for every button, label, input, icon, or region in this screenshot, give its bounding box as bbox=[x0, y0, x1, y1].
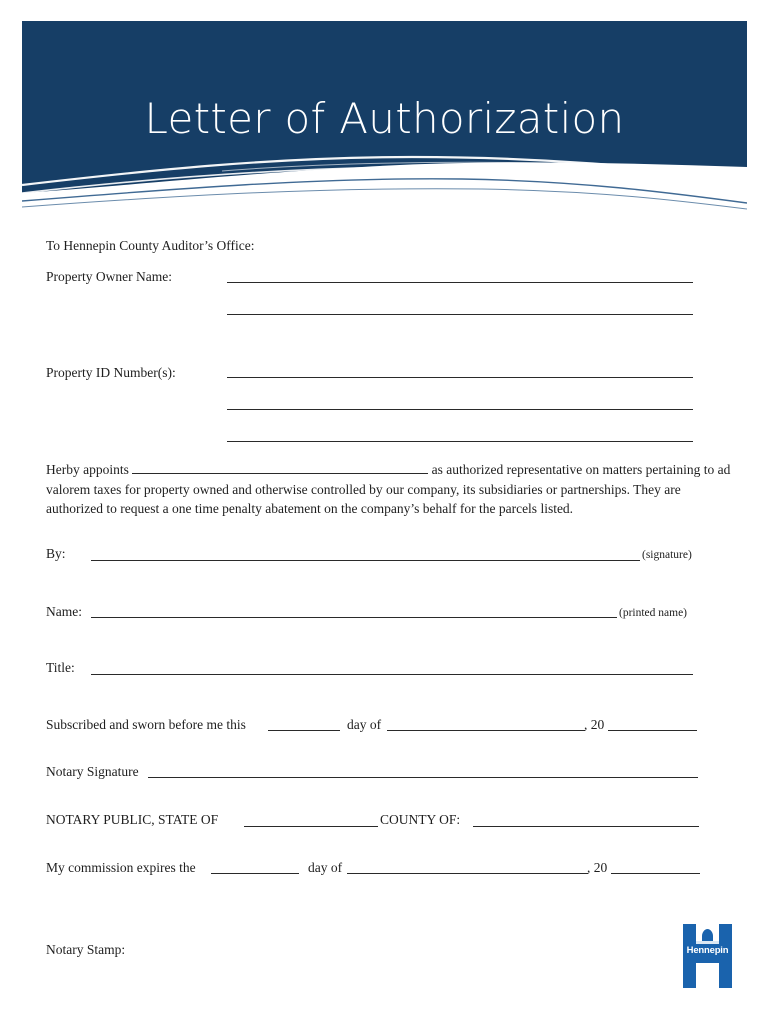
sworn-year-field[interactable] bbox=[608, 730, 697, 731]
sworn-day-of: day of bbox=[347, 717, 382, 732]
name-label: Name: bbox=[46, 604, 82, 619]
representative-field[interactable] bbox=[132, 461, 428, 474]
notary-state-field[interactable] bbox=[244, 826, 378, 827]
notary-county-label: COUNTY OF: bbox=[380, 812, 461, 827]
sworn-year-prefix: , 20 bbox=[584, 717, 605, 732]
title-label: Title: bbox=[46, 660, 75, 675]
sworn-day-field[interactable] bbox=[268, 730, 340, 731]
property-id-label: Property ID Number(s): bbox=[46, 365, 176, 380]
property-owner-field-2[interactable] bbox=[227, 314, 693, 315]
header-banner bbox=[22, 21, 747, 213]
commission-month-field[interactable] bbox=[347, 873, 588, 874]
notary-state-label: NOTARY PUBLIC, STATE OF bbox=[46, 812, 219, 827]
hennepin-logo-icon bbox=[683, 924, 732, 988]
commission-year-prefix: , 20 bbox=[587, 860, 608, 875]
hennepin-logo bbox=[683, 924, 732, 988]
printed-name-hint: (printed name) bbox=[619, 607, 688, 619]
property-id-field-1[interactable] bbox=[227, 377, 693, 378]
property-owner-label: Property Owner Name: bbox=[46, 269, 172, 284]
printed-name-field[interactable] bbox=[91, 617, 617, 618]
title-field[interactable] bbox=[91, 674, 693, 675]
property-id-field-3[interactable] bbox=[227, 441, 693, 442]
property-id-field-2[interactable] bbox=[227, 409, 693, 410]
signature-hint: (signature) bbox=[642, 549, 692, 561]
addressee-line: To Hennepin County Auditor’s Office: bbox=[46, 238, 255, 253]
notary-stamp-label: Notary Stamp: bbox=[46, 942, 126, 957]
by-label: By: bbox=[46, 546, 66, 561]
sworn-month-field[interactable] bbox=[387, 730, 585, 731]
commission-day-field[interactable] bbox=[211, 873, 299, 874]
subscribed-prefix: Subscribed and sworn before me this bbox=[46, 717, 246, 732]
commission-day-of: day of bbox=[308, 860, 343, 875]
authorization-paragraph bbox=[46, 460, 736, 519]
hennepin-logo-text: Hennepin bbox=[686, 945, 729, 956]
notary-signature-label: Notary Signature bbox=[46, 764, 139, 779]
commission-prefix: My commission expires the bbox=[46, 860, 196, 875]
notary-county-field[interactable] bbox=[473, 826, 699, 827]
notary-signature-field[interactable] bbox=[148, 777, 698, 778]
signature-field[interactable] bbox=[91, 560, 640, 561]
commission-year-field[interactable] bbox=[611, 873, 700, 874]
appoints-text: as authorized representative on matters pertaining to ad valorem taxes for property owned and otherwise controlled by our company, its subsidiaries or partnerships. They are authorized to request a one time penalty abatement on the company’s behalf for the parcels listed. bbox=[46, 462, 731, 516]
property-owner-field-1[interactable] bbox=[227, 282, 693, 283]
appoints-prefix: Herby appoints bbox=[46, 462, 129, 477]
document-title: Letter of Authorization bbox=[144, 94, 625, 143]
